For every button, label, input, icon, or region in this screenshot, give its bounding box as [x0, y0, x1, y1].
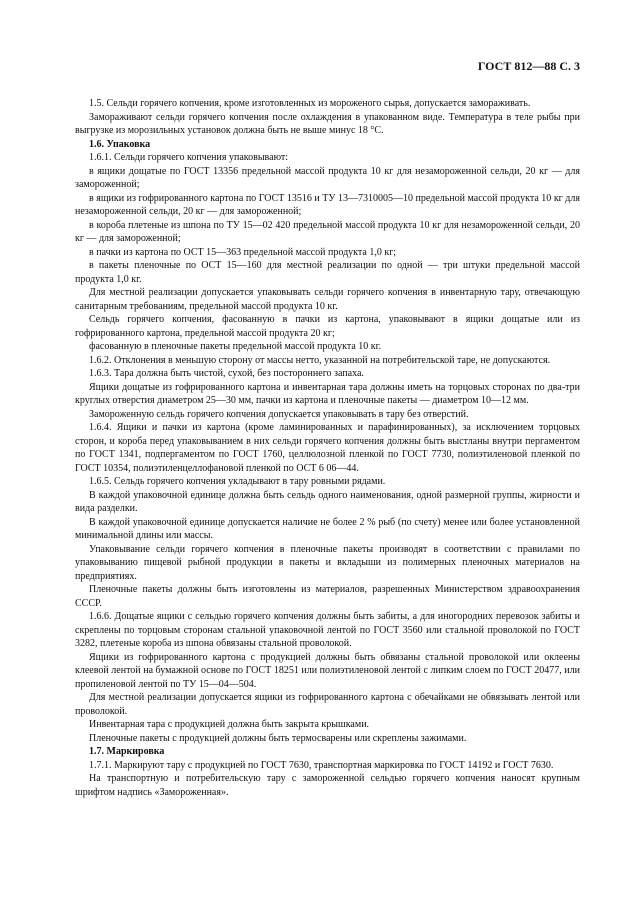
- document-body: [75, 97, 580, 799]
- paragraph: 1.6.1. Сельди горячего копчения упаковывают:: [89, 152, 289, 163]
- paragraph: в ящики дощатые по ГОСТ 13356 предельной массой продукта 10 кг для незамороженной сельди, 20 кг — для замороженной;: [75, 165, 580, 190]
- paragraph: Для местной реализации допускается упаковывать сельди горячего копчения в инвентарную тару, отвечающую санитарным требованиям, предельной массой продукта 10 кг.: [75, 287, 580, 312]
- paragraph: Инвентарная тара с продукцией должна быть закрыта крышками.: [89, 719, 370, 730]
- paragraph: фасованную в пленочные пакеты предельной массой продукта 10 кг.: [89, 341, 382, 352]
- paragraph: Замораживают сельди горячего копчения после охлаждения в упакованном виде. Температура в теле рыбы при выгрузке из морозильных установок должна быть не выше минус 18 °С.: [75, 111, 580, 136]
- paragraph: 1.6.6. Дощатые ящики с сельдью горячего копчения должны быть забиты, а для иногородних перевозок забиты и скреплены по торцовым сторонам стальной упаковочной лентой по ГОСТ 3560 или стальной проволокой по ГОСТ 3282, плетеные короба из шпона обвязаны стальной проволокой.: [75, 611, 580, 649]
- paragraph: 1.7.1. Маркируют тару с продукцией по ГОСТ 7630, транспортная маркировка по ГОСТ 14192 и ГОСТ 7630.: [89, 759, 554, 771]
- paragraph: Пленочные пакеты с продукцией должны быть термосварены или скреплены зажимами.: [89, 732, 467, 744]
- paragraph: Замороженную сельдь горячего копчения допускается упаковывать в тару без отверстий.: [89, 408, 469, 420]
- paragraph: В каждой упаковочной единице должна быть сельдь одного наименования, одной размерной группы, жирности и вида разделки.: [75, 489, 580, 514]
- paragraph: Ящики дощатые из гофрированного картона и инвентарная тара должны иметь на торцовых сторонах по два-три круглых отверстия диаметром 25—30 мм, пачки из картона и пленочные пакеты — диаметром 10—12 мм.: [75, 381, 580, 406]
- paragraph: Упаковывание сельди горячего копчения в пленочные пакеты производят в соответствии с правилами по упаковыванию пищевой рыбной продукции в пакеты и вкладыши из полимерных пленочных материалов на предприятиях.: [75, 543, 580, 582]
- page-header: ГОСТ 812—88 С. 3: [477, 59, 580, 73]
- paragraph: 1.6.4. Ящики и пачки из картона (кроме ламинированных и парафинированных), за исключением торцовых сторон, и короба перед упаковыванием в них сельди горячего копчения должны быть выстланы внутри пергаментом по ГОСТ 1341, подпергаментом по ГОСТ 1760, целлюлозной пленкой по ГОСТ 7730, полиэтиленовой пленкой по ГОСТ 10354, полиэтиленцеллофановой пленкой по ОСТ 6 06—44.: [75, 422, 580, 474]
- paragraph: 1.6.3. Тара должна быть чистой, сухой, без постороннего запаха.: [89, 368, 364, 379]
- paragraph: в пакеты пленочные по ОСТ 15—160 для местной реализации по одной — три штуки предельной массой продукта 1,0 кг.: [75, 260, 580, 285]
- paragraph: Для местной реализации допускается ящики из гофрированного картона с обечайками не обвязывать лентой или проволокой.: [75, 692, 580, 717]
- section-heading: 1.7. Маркировка: [89, 746, 165, 757]
- paragraph: На транспортную и потребительскую тару с замороженной сельдью горячего копчения наносят крупным шрифтом надпись «Замороженная».: [75, 773, 580, 798]
- section-heading: 1.6. Упаковка: [89, 138, 151, 150]
- paragraph: Сельдь горячего копчения, фасованную в пачки из картона, упаковывают в ящики дощатые или из гофрированного картона, предельной массой продукта 20 кг;: [75, 314, 580, 339]
- paragraph: 1.6.5. Сельдь горячего копчения укладывают в тару ровными рядами.: [89, 476, 386, 487]
- paragraph: 1.5. Сельди горячего копчения, кроме изготовленных из мороженого сырья, допускается замораживать.: [89, 98, 531, 109]
- paragraph: в ящики из гофрированного картона по ГОСТ 13516 и ТУ 13—7310005—10 предельной массой продукта 10 кг для незамороженной сельди, 20 кг — для замороженной;: [75, 192, 580, 217]
- paragraph: в короба плетеные из шпона по ТУ 15—02 420 предельной массой продукта 10 кг для незамороженной сельди, 20 кг — для замороженной;: [75, 219, 580, 244]
- paragraph: Ящики из гофрированного картона с продукцией должны быть обвязаны стальной проволокой или оклеены клеевой лентой на бумажной основе по ГОСТ 18251 или полиэтиленовой лентой с липким слоем по ГОСТ 20477, или пропиленовой лентой по ТУ 15—04—504.: [75, 651, 580, 690]
- paragraph: 1.6.2. Отклонения в меньшую сторону от массы нетто, указанной на потребительской таре, не допускаются.: [89, 354, 551, 366]
- paragraph: в пачки из картона по ОСТ 15—363 предельной массой продукта 1,0 кг;: [89, 246, 397, 258]
- paragraph: В каждой упаковочной единице допускается наличие не более 2 % рыб (по счету) менее или более установленной минимальной длины или массы.: [75, 516, 580, 541]
- paragraph: Пленочные пакеты должны быть изготовлены из материалов, разрешенных Министерством здравоохранения СССР.: [75, 584, 580, 609]
